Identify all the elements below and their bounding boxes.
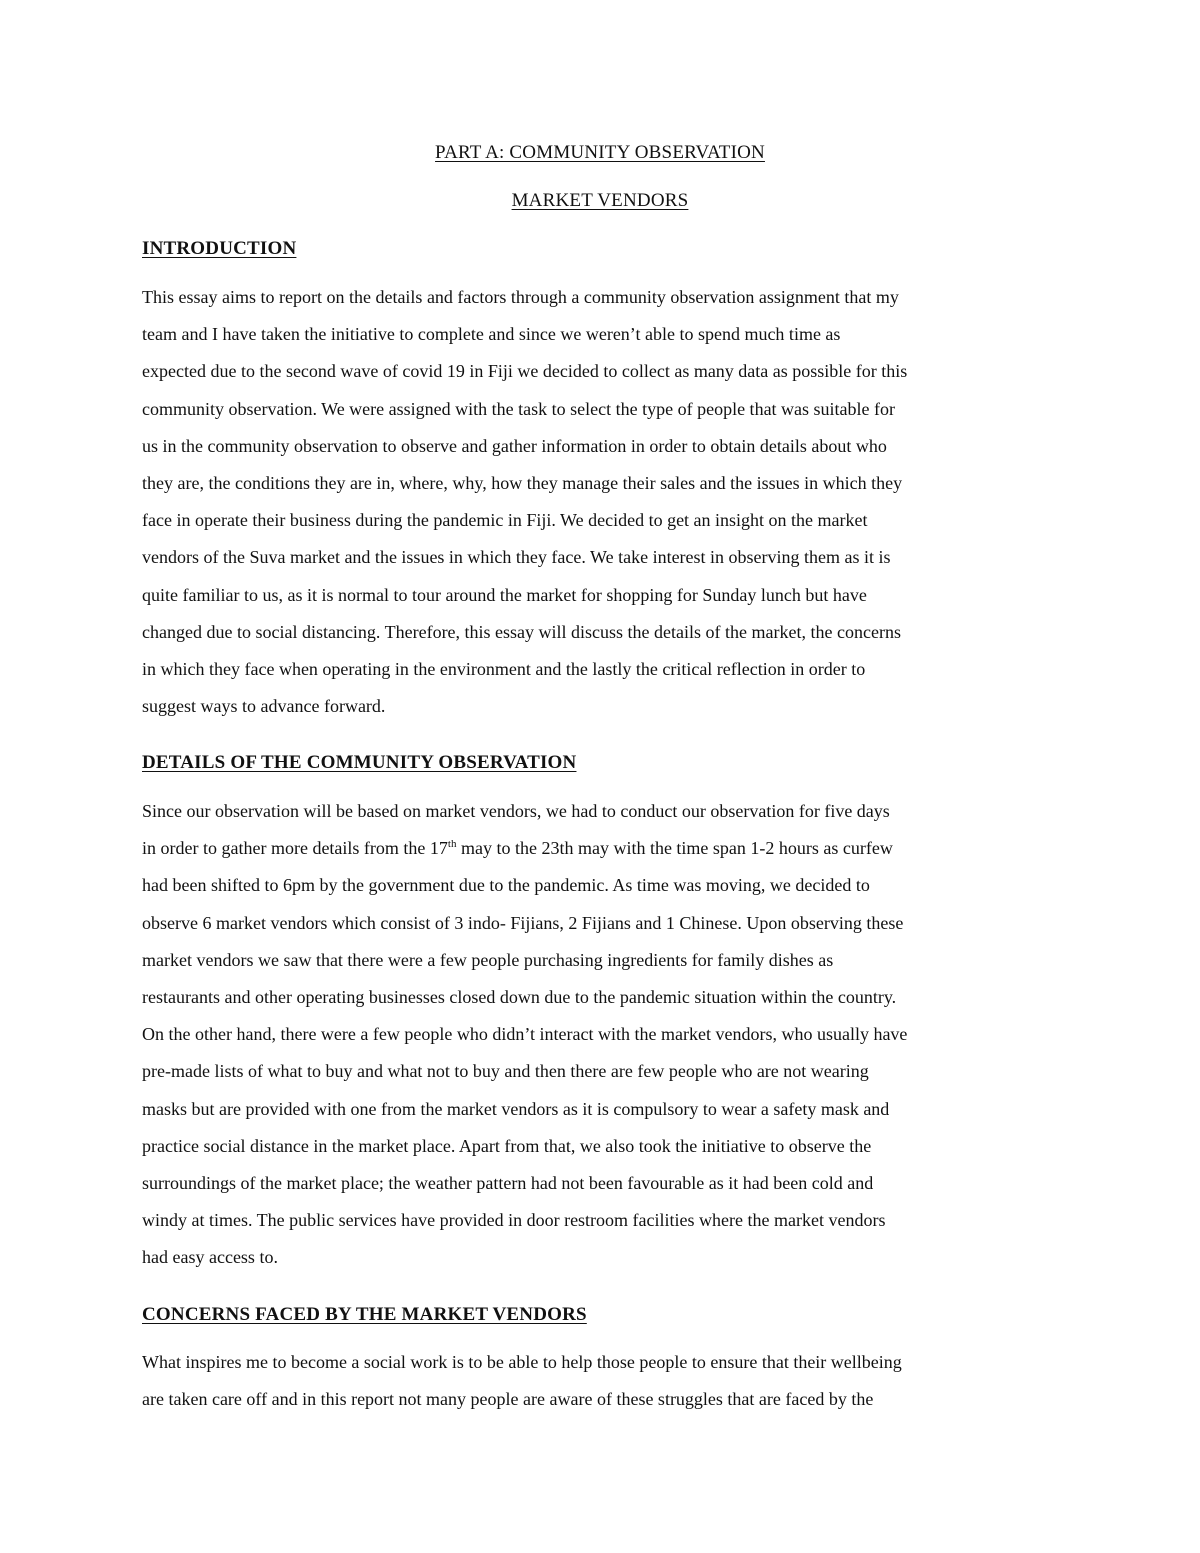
line-text-before: in order to gather more details from the 17 [142, 838, 448, 859]
paragraph-line: community observation. We were assigned with the task to select the type of people that was suitable for [142, 398, 896, 419]
paragraph-line: quite familiar to us, as it is normal to tour around the market for shopping for Sunday lunch but have [142, 584, 867, 605]
introduction-paragraph [142, 279, 1062, 725]
section-heading-details: DETAILS OF THE COMMUNITY OBSERVATION [142, 752, 577, 773]
paragraph-line: changed due to social distancing. Therefore, this essay will discuss the details of the market, the concerns [142, 621, 901, 642]
line-text-after: may to the 23th may with the time span 1-2 hours as curfew [456, 838, 893, 859]
paragraph-line: had easy access to. [142, 1247, 278, 1268]
paragraph-line: Since our observation will be based on market vendors, we had to conduct our observation for five days [142, 801, 890, 821]
paragraph-line-with-ordinal [142, 830, 1062, 867]
paragraph-line: are taken care off and in this report not many people are aware of these struggles that are faced by the [142, 1389, 874, 1410]
paragraph-line: market vendors we saw that there were a few people purchasing ingredients for family dishes as [142, 949, 834, 970]
paragraph-line: pre-made lists of what to buy and what not to buy and then there are few people who are not wearing [142, 1061, 869, 1082]
paragraph-line: windy at times. The public services have provided in door restroom facilities where the market vendors [142, 1210, 886, 1231]
paragraph-line: in which they face when operating in the environment and the lastly the critical reflection in order to [142, 658, 866, 679]
paragraph-line: vendors of the Suva market and the issues in which they face. We take interest in observing them as it is [142, 547, 891, 568]
page-subtitle: MARKET VENDORS [511, 190, 689, 211]
paragraph-line: This essay aims to report on the details and factors through a community observation assignment that my [142, 287, 899, 307]
paragraph-line: face in operate their business during the pandemic in Fiji. We decided to get an insight on the market [142, 510, 868, 531]
concerns-paragraph [142, 1344, 1062, 1418]
paragraph-line: suggest ways to advance forward. [142, 696, 386, 717]
section-heading-concerns: CONCERNS FACED BY THE MARKET VENDORS [142, 1304, 587, 1325]
paragraph-line: team and I have taken the initiative to complete and since we weren’t able to spend much time as [142, 324, 841, 345]
paragraph-line: had been shifted to 6pm by the government due to the pandemic. As time was moving, we decided to [142, 875, 870, 896]
paragraph-line: they are, the conditions they are in, where, why, how they manage their sales and the issues in which they [142, 472, 903, 493]
paragraph-line: restaurants and other operating businesses closed down due to the pandemic situation within the country. [142, 986, 897, 1007]
paragraph-line: On the other hand, there were a few people who didn’t interact with the market vendors, who usually have [142, 1024, 908, 1045]
section-heading-introduction: INTRODUCTION [142, 238, 297, 259]
ordinal-suffix: th [447, 838, 457, 851]
paragraph-line: us in the community observation to observe and gather information in order to obtain details about who [142, 435, 887, 456]
paragraph-line: practice social distance in the market place. Apart from that, we also took the initiative to observe the [142, 1135, 872, 1156]
paragraph-line: What inspires me to become a social work is to be able to help those people to ensure that their wellbeing [142, 1352, 902, 1372]
paragraph-line: expected due to the second wave of covid 19 in Fiji we decided to collect as many data as possible for this [142, 361, 908, 382]
paragraph-line: masks but are provided with one from the market vendors as it is compulsory to wear a safety mask and [142, 1098, 890, 1119]
details-paragraph [142, 793, 1062, 1276]
paragraph-line: surroundings of the market place; the weather pattern had not been favourable as it had been cold and [142, 1172, 874, 1193]
page-title: PART A: COMMUNITY OBSERVATION [435, 142, 765, 163]
paragraph-line: observe 6 market vendors which consist of 3 indo- Fijians, 2 Fijians and 1 Chinese. Upon observing these [142, 912, 904, 933]
